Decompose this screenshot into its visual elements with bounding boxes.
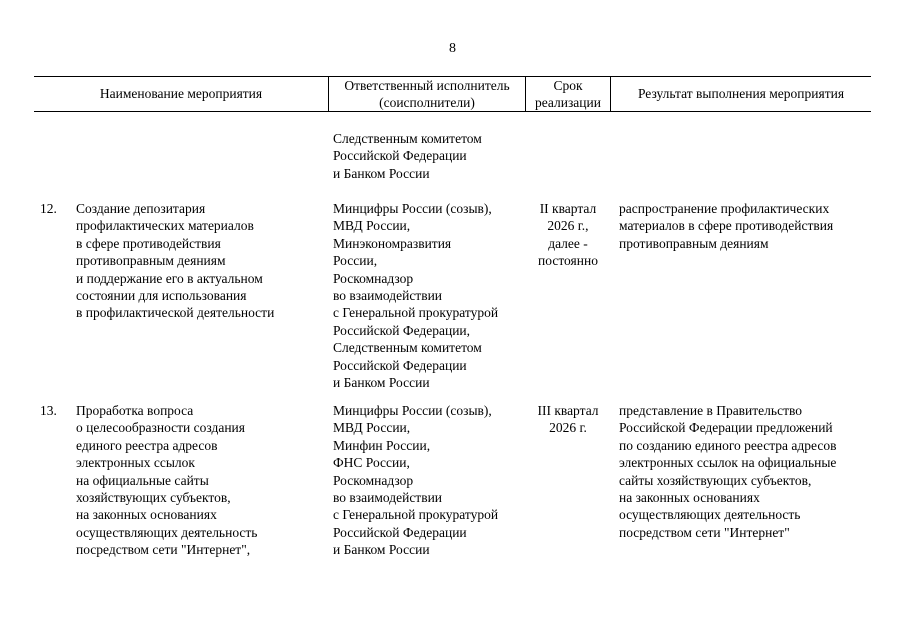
row-13-term: III квартал 2026 г.: [537, 403, 599, 436]
table-top-rule: [34, 76, 871, 77]
row-13-number: 13.: [40, 403, 57, 418]
row-12-name: Создание депозитария профилактических материалов в сфере противодействия противоправным деяниям и поддержание его в актуальном состоянии для использования в профилактической деятельности: [76, 201, 275, 321]
header-result: Результат выполнения мероприятия: [637, 86, 845, 102]
row-12-number: 12.: [40, 201, 57, 216]
row-13-executor: Минцифры России (созыв), МВД России, Минфин России, ФНС России, Роскомнадзор во взаимодействии с Генеральной прокуратурой Российской Федерации и Банком России: [333, 403, 499, 558]
row-12-term: II квартал 2026 г., далее - постоянно: [538, 201, 598, 269]
row-13-result: представление в Правительство Российской Федерации предложений по созданию единого реестра адресов электронных ссылок на официальные сайты хозяйствующих субъектов, на законных основаниях осуществляющих деятельность посредством сети "Интернет": [619, 403, 837, 540]
row-13-name: Проработка вопроса о целесообразности создания единого реестра адресов электронных ссылок на официальные сайты хозяйствующих субъектов, на законных основаниях осуществляющих деятельность посредством сети "Интернет",: [76, 403, 258, 558]
header-name: Наименование мероприятия: [99, 86, 263, 102]
header-executor: Ответственный исполнитель (соисполнители): [344, 78, 510, 110]
page-number: 8: [449, 41, 456, 56]
header-term: Срок реализации: [535, 78, 601, 110]
continuation-executor: Следственным комитетом Российской Федерации и Банком России: [333, 131, 482, 181]
row-12-executor: Минцифры России (созыв), МВД России, Минэкономразвития России, Роскомнадзор во взаимодействии с Генеральной прокуратурой Российской Федерации, Следственным комитетом Российской Федерации и Банком России: [333, 201, 499, 391]
table-header-bottom-rule: [34, 111, 871, 112]
row-12-result: распространение профилактических материалов в сфере противодействия противоправным деяниям: [619, 201, 834, 251]
